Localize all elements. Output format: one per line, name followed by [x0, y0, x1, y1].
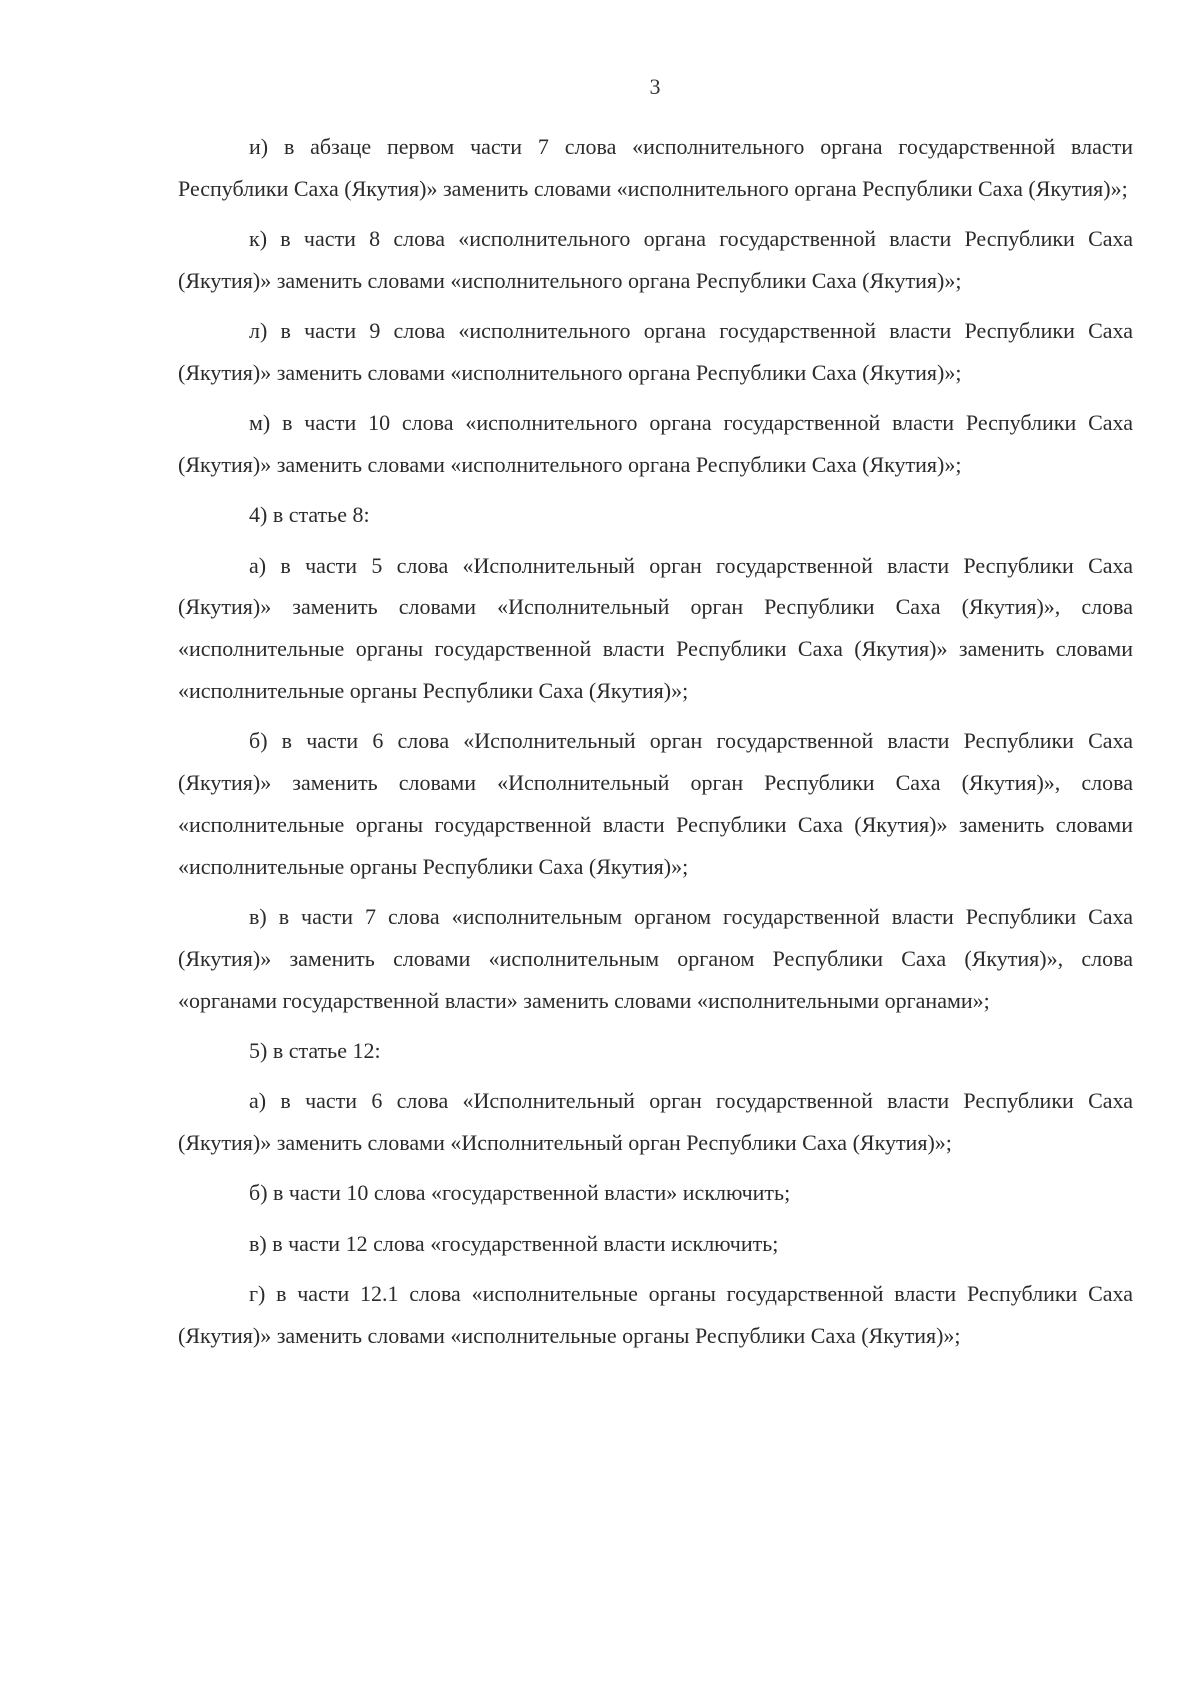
paragraph-article-8-a: а) в части 5 слова «Исполнительный орган государственной власти Республики Саха (Якутия)» заменить словами «Исполнительный орган Республики Саха (Якутия)», слова «исполнительные органы государственной власти Республики Саха (Якутия)» заменить словами «исполнительные органы Республики Саха (Якутия)»; — [178, 552, 1133, 704]
paragraph-amendment-i: и) в абзаце первом части 7 слова «исполнительного органа государственной власти Республики Саха (Якутия)» заменить словами «исполнительного органа Республики Саха (Якутия)»; — [178, 134, 1133, 201]
paragraph-article-12-v: в) в части 12 слова «государственной власти исключить; — [249, 1230, 779, 1256]
paragraph-article-8-heading: 4) в статье 8: — [249, 502, 370, 528]
paragraph-amendment-l: л) в части 9 слова «исполнительного органа государственной власти Республики Саха (Якутия)» заменить словами «исполнительного органа Республики Саха (Якутия)»; — [178, 318, 1133, 385]
paragraph-amendment-m: м) в части 10 слова «исполнительного органа государственной власти Республики Саха (Якутия)» заменить словами «исполнительного органа Республики Саха (Якутия)»; — [178, 410, 1133, 478]
paragraph-article-8-v: в) в части 7 слова «исполнительным органом государственной власти Республики Саха (Якутия)» заменить словами «исполнительным органом Республики Саха (Якутия)», слова «органами государственной власти» заменить словами «исполнительными органами»; — [178, 904, 1133, 1013]
paragraph-article-12-heading: 5) в статье 12: — [249, 1037, 381, 1063]
paragraph-article-12-a: а) в части 6 слова «Исполнительный орган государственной власти Республики Саха (Якутия)» заменить словами «Исполнительный орган Республики Саха (Якутия)»; — [178, 1088, 1133, 1156]
paragraph-article-12-g: г) в части 12.1 слова «исполнительные органы государственной власти Республики Саха (Якутия)» заменить словами «исполнительные органы Республики Саха (Якутия)»; — [178, 1280, 1133, 1348]
document-body — [178, 126, 1133, 1365]
paragraph-article-12-b: б) в части 10 слова «государственной власти» исключить; — [249, 1180, 791, 1206]
paragraph-article-8-b: б) в части 6 слова «Исполнительный орган государственной власти Республики Саха (Якутия)» заменить словами «Исполнительный орган Республики Саха (Якутия)», слова «исполнительные органы государственной власти Республики Саха (Якутия)» заменить словами «исполнительные органы Республики Саха (Якутия)»; — [178, 728, 1133, 879]
page-number: 3 — [649, 74, 661, 99]
paragraph-amendment-k: к) в части 8 слова «исполнительного органа государственной власти Республики Саха (Якутия)» заменить словами «исполнительного органа Республики Саха (Якутия)»; — [178, 226, 1133, 293]
